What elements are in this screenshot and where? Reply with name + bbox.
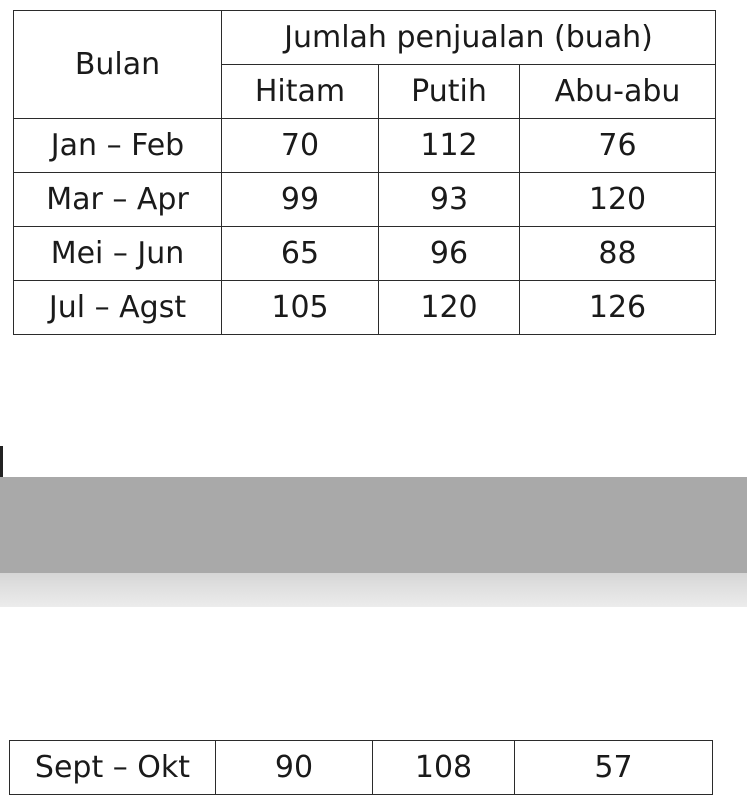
value-cell: 120 — [520, 173, 716, 227]
table-row — [10, 741, 713, 795]
color-header-black: Hitam — [222, 65, 379, 119]
table-row — [14, 227, 716, 281]
period-cell: Jan – Feb — [14, 119, 222, 173]
color-header-white: Putih — [379, 65, 520, 119]
value-cell: 108 — [373, 741, 515, 795]
value-cell: 112 — [379, 119, 520, 173]
value-cell: 96 — [379, 227, 520, 281]
color-header-gray: Abu-abu — [520, 65, 716, 119]
page-separator-shadow — [0, 573, 747, 607]
value-cell: 99 — [222, 173, 379, 227]
value-cell: 105 — [222, 281, 379, 335]
value-cell: 88 — [520, 227, 716, 281]
month-column-header: Bulan — [14, 11, 222, 119]
period-cell: Jul – Agst — [14, 281, 222, 335]
sales-table-continuation — [9, 740, 713, 795]
table-row — [14, 119, 716, 173]
sales-column-group-header: Jumlah penjualan (buah) — [222, 11, 716, 65]
value-cell: 120 — [379, 281, 520, 335]
value-cell: 57 — [515, 741, 713, 795]
value-cell: 65 — [222, 227, 379, 281]
value-cell: 90 — [216, 741, 373, 795]
period-cell: Sept – Okt — [10, 741, 216, 795]
table-row — [14, 281, 716, 335]
value-cell: 93 — [379, 173, 520, 227]
value-cell: 76 — [520, 119, 716, 173]
table-header-row — [14, 11, 716, 65]
sales-table — [13, 10, 716, 335]
value-cell: 70 — [222, 119, 379, 173]
period-cell: Mar – Apr — [14, 173, 222, 227]
table-row — [14, 173, 716, 227]
page-separator-band — [0, 477, 747, 573]
value-cell: 126 — [520, 281, 716, 335]
period-cell: Mei – Jun — [14, 227, 222, 281]
